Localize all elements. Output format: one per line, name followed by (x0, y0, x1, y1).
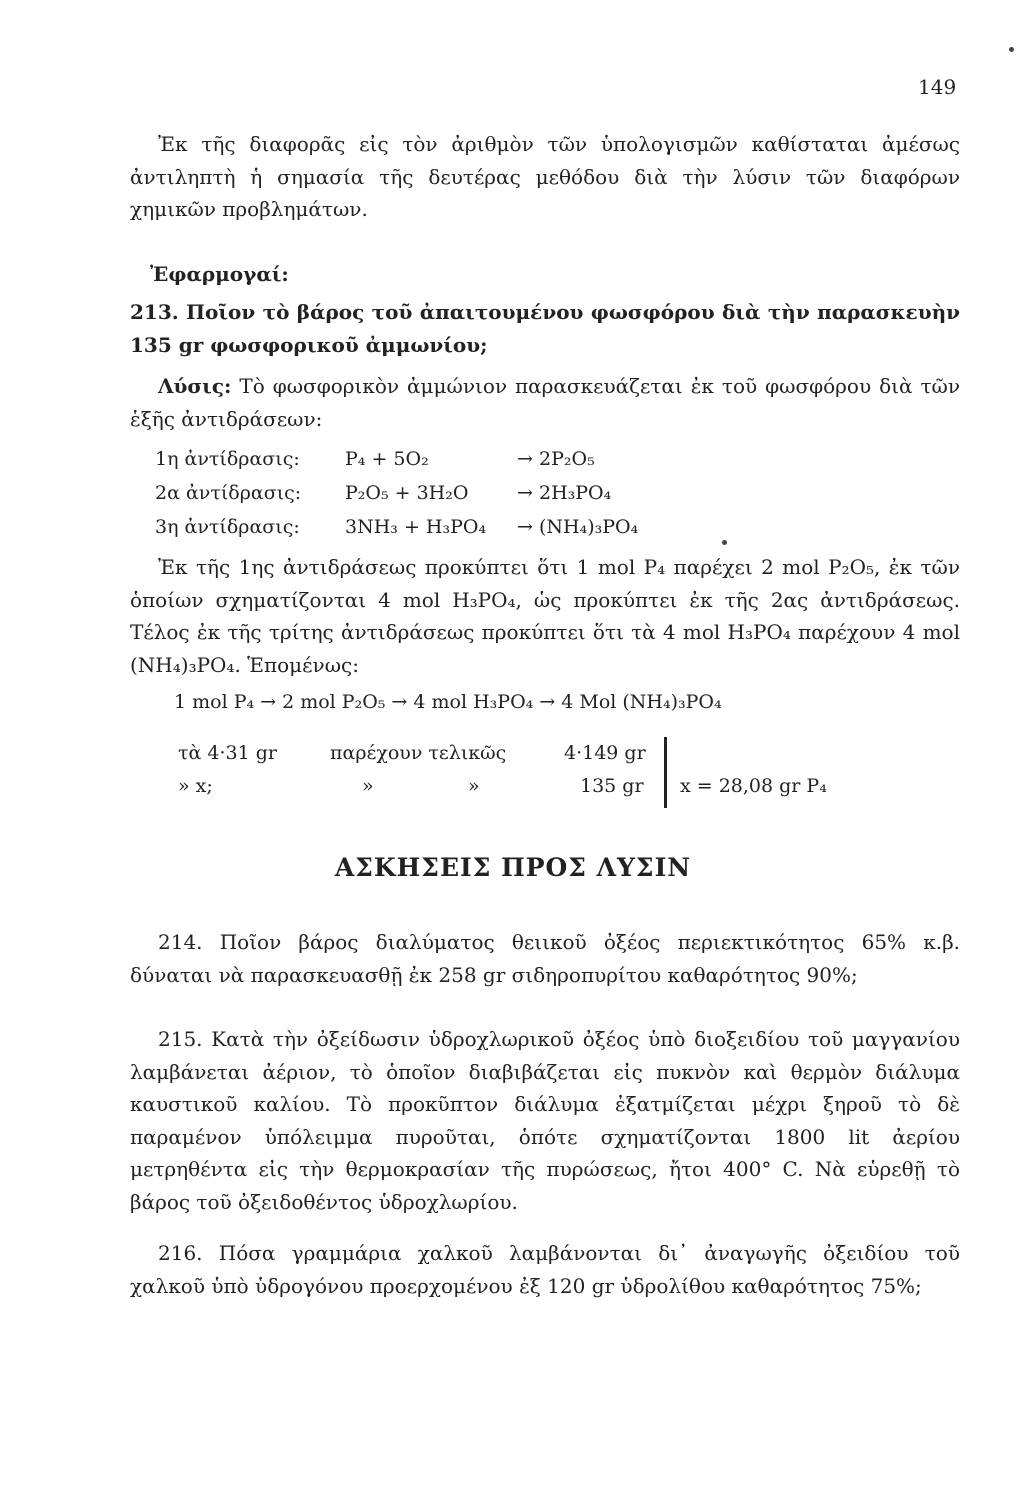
reaction-arrow: → (517, 448, 533, 470)
reaction-reactants: P₄ + 5O₂ (345, 448, 429, 470)
calc-row1-left: τὰ 4·31 gr (178, 742, 277, 764)
proportion-divider (664, 737, 667, 808)
reaction-products: (NH₄)₃PO₄ (539, 516, 639, 538)
solution-label: Λύσις: (158, 374, 232, 398)
exercise-text: Ποῖον βάρος διαλύματος θειικοῦ ὀξέος περιεκτικότητος 65% κ.β. δύναται νὰ παρασκευασθῇ ἐκ 258 gr σιδηροπυρίτου καθαρότητος 90%; (130, 930, 961, 987)
applications-heading: Ἐφαρμογαί: (150, 262, 289, 286)
calc-row2-right: 135 gr (580, 775, 644, 797)
reaction-arrow: → (517, 482, 533, 504)
ink-speck (722, 540, 727, 545)
exercises-title: ΑΣΚΗΣΕΙΣ ΠΡΟΣ ΛΥΣΙΝ (334, 853, 692, 882)
reaction-arrow: → (517, 516, 533, 538)
exercise-text: Πόσα γραμμάρια χαλκοῦ λαμβάνονται δι᾿ ἀναγωγῆς ὀξειδίου τοῦ χαλκοῦ ὑπὸ ὑδρογόνου προερχομένου ἐξ 120 gr ὑδρολίθου καθαρότητος 75%; (130, 1241, 961, 1298)
exercise-214 (130, 926, 960, 991)
exercise-215 (130, 1023, 960, 1218)
reaction-products: 2H₃PO₄ (539, 482, 612, 504)
calc-row1-middle: παρέχουν τελικῶς (330, 742, 507, 764)
exercise-number: 214. (158, 930, 203, 954)
calc-row1-right: 4·149 gr (564, 742, 646, 764)
problem-213-question (130, 296, 960, 361)
solution-text: Τὸ φωσφορικὸν ἀμμώνιον παρασκευάζεται ἐκ τοῦ φωσφόρου διὰ τῶν ἑξῆς ἀντιδράσεων: (130, 374, 960, 431)
problem-213-number: 213. (130, 300, 179, 324)
reaction-reactants: P₂O₅ + 3H₂O (345, 482, 469, 504)
calc-result: x = 28,08 gr P₄ (680, 775, 827, 797)
calc-row2-left: » x; (178, 775, 213, 797)
exercise-number: 215. (158, 1027, 203, 1051)
calc-row2-middle-a: » (362, 775, 374, 797)
calc-row2-middle-b: » (468, 775, 480, 797)
reaction-label: 1η ἀντίδρασις: (155, 448, 300, 470)
problem-213-solution (130, 370, 960, 435)
ink-speck (1009, 47, 1014, 52)
reaction-label: 2α ἀντίδρασις: (155, 482, 302, 504)
page-number: 149 (918, 75, 957, 99)
reaction-products: 2P₂O₅ (539, 448, 595, 470)
problem-213-explanation: Ἐκ τῆς 1ης ἀντιδράσεως προκύπτει ὅτι 1 mol P₄ παρέχει 2 mol P₂O₅, ἐκ τῶν ὁποίων σχηματίζονται 4 mol H₃PO₄, ὡς προκύπτει ἐκ τῆς 2ας ἀντιδράσεως. Τέλος ἐκ τῆς τρίτης ἀντιδράσεως προκύπτει ὅτι τὰ 4 mol H₃PO₄ παρέχουν 4 mol (NH₄)₃PO₄. Ἑπομένως: (130, 555, 960, 677)
exercise-text: Κατὰ τὴν ὀξείδωσιν ὑδροχλωρικοῦ ὀξέος ὑπὸ διοξειδίου τοῦ μαγγανίου λαμβάνεται ἀέριον, τὸ ὁποῖον διαβιβάζεται εἰς πυκνὸν καὶ θερμὸν διάλυμα καυστικοῦ καλίου. Τὸ προκῦπτον διάλυμα ἐξατμίζεται μέχρι ξηροῦ τὸ δὲ παραμένον ὑπόλειμμα πυροῦται, ὁπότε σχηματίζονται 1800 lit ἀερίου μετρηθέντα εἰς τὴν θερμοκρασίαν τῆς πυρώσεως, ἤτοι 400° C. Νὰ εὑρεθῇ τὸ βάρος τοῦ ὀξειδοθέντος ὑδροχλωρίου. (130, 1027, 960, 1214)
exercise-216 (130, 1237, 960, 1302)
reaction-reactants: 3NH₃ + H₃PO₄ (345, 516, 487, 538)
reaction-label: 3η ἀντίδρασις: (155, 516, 300, 538)
mole-chain: 1 mol P₄ → 2 mol P₂O₅ → 4 mol H₃PO₄ → 4 Mol (NH₄)₃PO₄ (174, 691, 722, 713)
intro-paragraph: Ἐκ τῆς διαφορᾶς εἰς τὸν ἀριθμὸν τῶν ὑπολογισμῶν καθίσταται ἀμέσως ἀντιληπτὴ ἡ σημασία τῆς δευτέρας μεθόδου διὰ τὴν λύσιν τῶν διαφόρων χημικῶν προβλημάτων. (130, 132, 960, 221)
exercise-number: 216. (158, 1241, 203, 1265)
problem-213-text: Ποῖον τὸ βάρος τοῦ ἀπαιτουμένου φωσφόρου διὰ τὴν παρασκευὴν 135 gr φωσφορικοῦ ἀμμωνίου; (130, 300, 960, 357)
